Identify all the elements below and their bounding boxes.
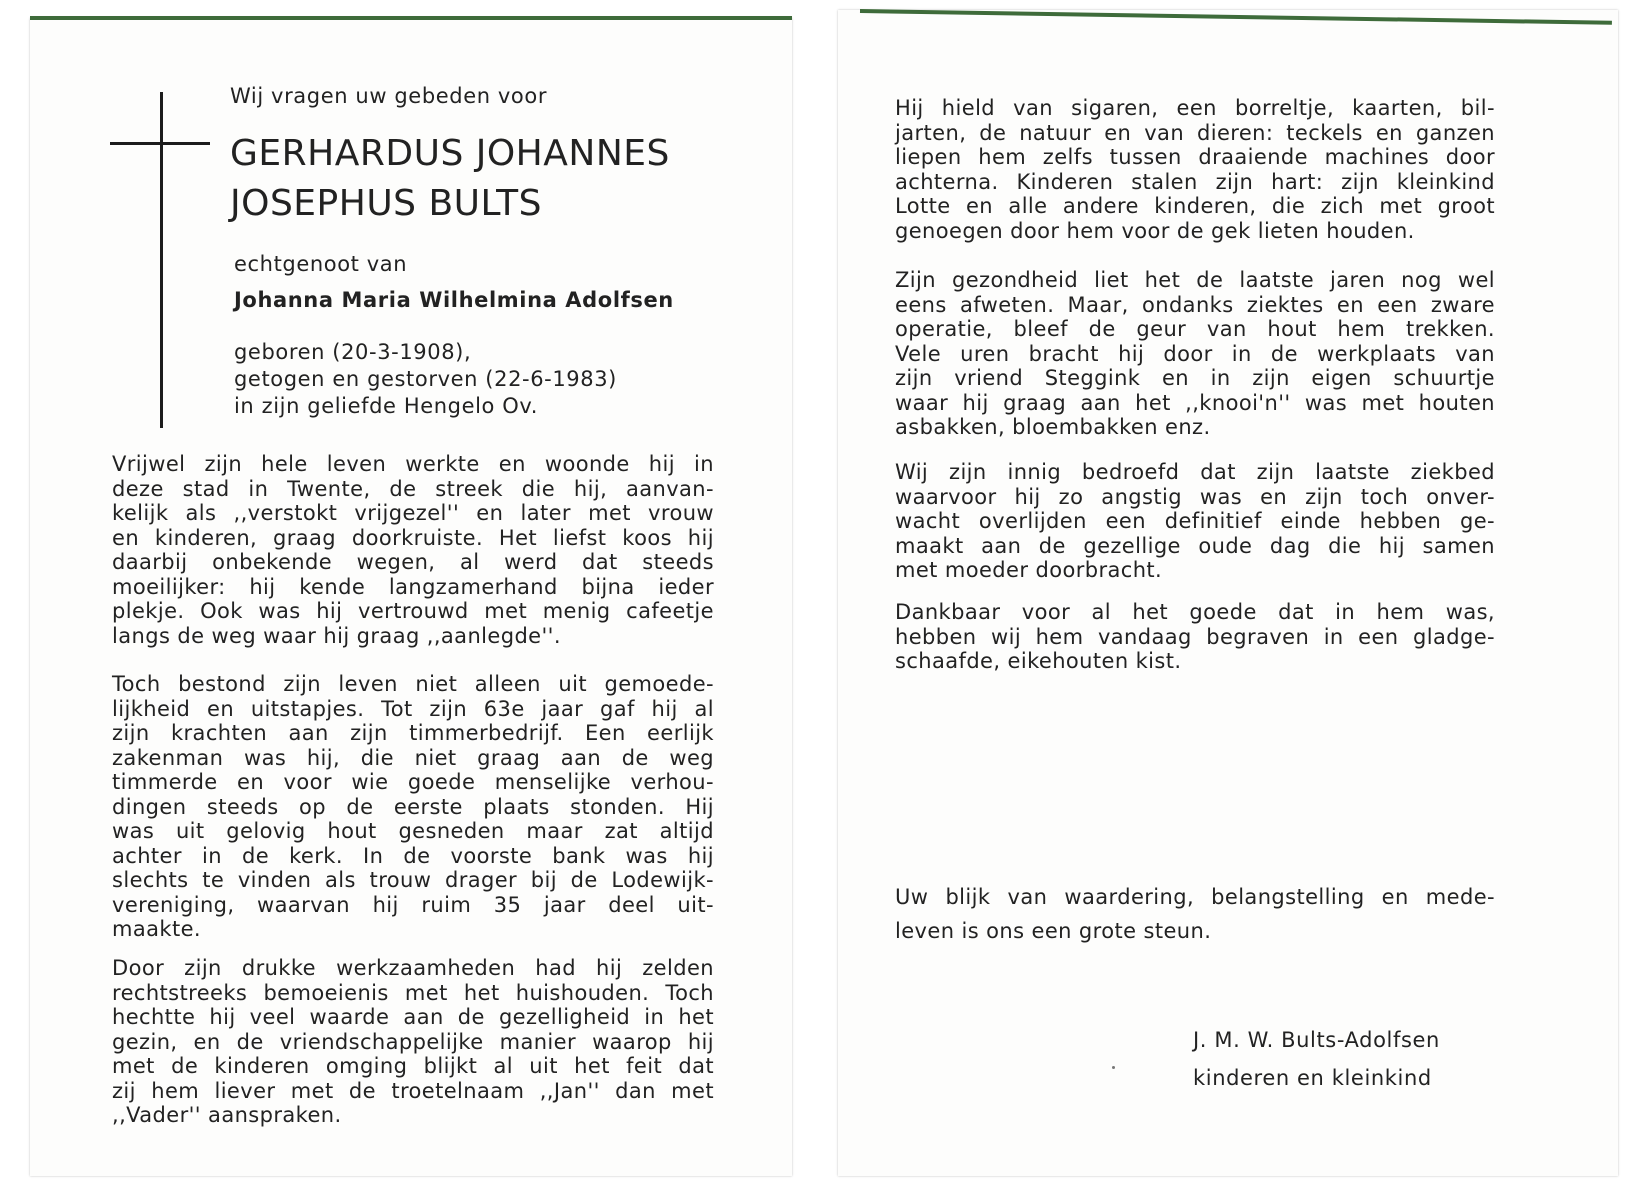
- signature-family-name: J. M. W. Bults-Adolfsen: [1193, 1028, 1440, 1052]
- paragraph-line: Zijn gezondheid liet het de laatste jaren nog wel: [895, 268, 1495, 292]
- paragraph-line: hebben wij hem vandaag begraven in een gladge-: [895, 624, 1495, 649]
- paragraph-line: dingen steeds op de eerste plaats stonden. Hij: [112, 794, 714, 819]
- paragraph-line: hechtte hij veel waarde aan de gezelligheid in het: [112, 1005, 714, 1029]
- paragraph-line: Vele uren bracht hij door in de werkplaats van: [895, 341, 1495, 366]
- birth-date: geboren (20-3-1908),: [234, 340, 472, 364]
- paragraph-line: achterna. Kinderen stalen zijn hart: zijn kleinkind: [895, 169, 1495, 194]
- left-paragraph-2: [112, 672, 714, 942]
- paragraph-line: zijn krachten aan zijn timmerbedrijf. Een eerlijk: [112, 721, 714, 745]
- paragraph-line: Hij hield van sigaren, een borreltje, kaarten, bil-: [895, 96, 1495, 120]
- left-paragraph-3: [112, 956, 714, 1128]
- intro-text: Wij vragen uw gebeden voor: [230, 84, 548, 108]
- paragraph-line: Wij zijn innig bedroefd dat zijn laatste ziekbed: [895, 460, 1495, 484]
- paragraph-line: Vrijwel zijn hele leven werkte en woonde hij in: [112, 452, 714, 476]
- right-paragraph-3: [895, 460, 1495, 583]
- paragraph-line: timmerde en voor wie goede menselijke verhou-: [112, 770, 714, 794]
- cross-icon-horizontal-bar: [110, 142, 210, 145]
- deceased-name-line-2: JOSEPHUS BULTS: [230, 183, 542, 224]
- paragraph-line: daarbij onbekende wegen, al werd dat steeds: [112, 550, 714, 574]
- spouse-name: Johanna Maria Wilhelmina Adolfsen: [234, 288, 674, 312]
- paragraph-line: ,,Vader'' aanspraken.: [112, 1103, 342, 1127]
- paragraph-line: eens afweten. Maar, ondanks ziektes en een zware: [895, 292, 1495, 317]
- right-paragraph-4: [895, 600, 1495, 674]
- paragraph-line: langs de weg waar hij graag ,,aanlegde''.: [112, 623, 561, 648]
- thanks-message: [895, 880, 1495, 948]
- spouse-intro: echtgenoot van: [234, 252, 408, 276]
- left-paragraph-1: [112, 452, 714, 648]
- paragraph-line: Dankbaar voor al het goede dat in hem was,: [895, 600, 1495, 624]
- paragraph-line: lijkheid en uitstapjes. Tot zijn 63e jaar gaf hij al: [112, 696, 714, 721]
- signature-relatives: kinderen en kleinkind: [1193, 1066, 1432, 1090]
- deceased-name-line-1: GERHARDUS JOHANNES: [230, 133, 670, 174]
- paragraph-line: maakt aan de gezellige oude dag die hij samen: [895, 533, 1495, 558]
- right-paragraph-1: [895, 96, 1495, 243]
- death-date: getogen en gestorven (22-6-1983): [234, 367, 617, 391]
- paragraph-line: was uit gelovig hout gesneden maar zat altijd: [112, 819, 714, 843]
- paragraph-line: wacht overlijden een definitief einde hebben ge-: [895, 509, 1495, 533]
- paragraph-line: Toch bestond zijn leven niet alleen uit gemoede-: [112, 672, 714, 696]
- thanks-line-2: leven is ons een grote steun.: [895, 919, 1212, 943]
- paragraph-line: plekje. Ook was hij vertrouwd met menig cafeetje: [112, 599, 714, 623]
- paragraph-line: gezin, en de vriendschappelijke manier waarop hij: [112, 1029, 714, 1054]
- paragraph-line: maakte.: [112, 917, 201, 941]
- paragraph-line: kelijk als ,,verstokt vrijgezel'' en later met vrouw: [112, 501, 714, 525]
- paragraph-line: met moeder doorbracht.: [895, 558, 1163, 582]
- paragraph-line: slechts te vinden als trouw drager bij de Lodewijk-: [112, 868, 714, 892]
- paragraph-line: zakenman was hij, die niet graag aan de weg: [112, 745, 714, 770]
- paragraph-line: Door zijn drukke werkzaamheden had hij zelden: [112, 956, 714, 980]
- paragraph-line: waarvoor hij zo angstig was en zijn toch onver-: [895, 484, 1495, 509]
- paragraph-line: genoegen door hem voor de gek lieten houden.: [895, 218, 1415, 243]
- paragraph-line: waar hij graag aan het ,,knooi'n'' was met houten: [895, 390, 1495, 415]
- paragraph-line: zijn vriend Steggink en in zijn eigen schuurtje: [895, 366, 1495, 390]
- thanks-line-1: Uw blijk van waardering, belangstelling en mede-: [895, 885, 1495, 909]
- paragraph-line: vereniging, waarvan hij ruim 35 jaar deel uit-: [112, 892, 714, 917]
- paragraph-line: rechtstreeks bemoeienis met het huishouden. Toch: [112, 980, 714, 1005]
- paragraph-line: operatie, bleef de geur van hout hem trekken.: [895, 317, 1495, 341]
- paragraph-line: achter in de kerk. In de voorste bank was hij: [112, 843, 714, 868]
- paragraph-line: moeilijker: hij kende langzamerhand bijna ieder: [112, 574, 714, 599]
- paragraph-line: Lotte en alle andere kinderen, die zich met groot: [895, 194, 1495, 218]
- paragraph-line: en kinderen, graag doorkruiste. Het liefst koos hij: [112, 525, 714, 550]
- paragraph-line: zij hem liever met de troetelnaam ,,Jan'' dan met: [112, 1078, 714, 1103]
- paragraph-line: asbakken, bloembakken enz.: [895, 415, 1211, 439]
- place-text: in zijn geliefde Hengelo Ov.: [234, 394, 539, 418]
- scan-speck: [1112, 1066, 1115, 1069]
- green-top-edge-left: [30, 16, 792, 20]
- right-paragraph-2: [895, 268, 1495, 440]
- paragraph-line: met de kinderen omging blijkt al uit het feit dat: [112, 1054, 714, 1078]
- paragraph-line: deze stad in Twente, de streek die hij, aanvan-: [112, 476, 714, 501]
- paragraph-line: liepen hem zelfs tussen draaiende machines door: [895, 145, 1495, 169]
- paragraph-line: jarten, de natuur en van dieren: teckels en ganzen: [895, 120, 1495, 145]
- paragraph-line: schaafde, eikehouten kist.: [895, 649, 1182, 673]
